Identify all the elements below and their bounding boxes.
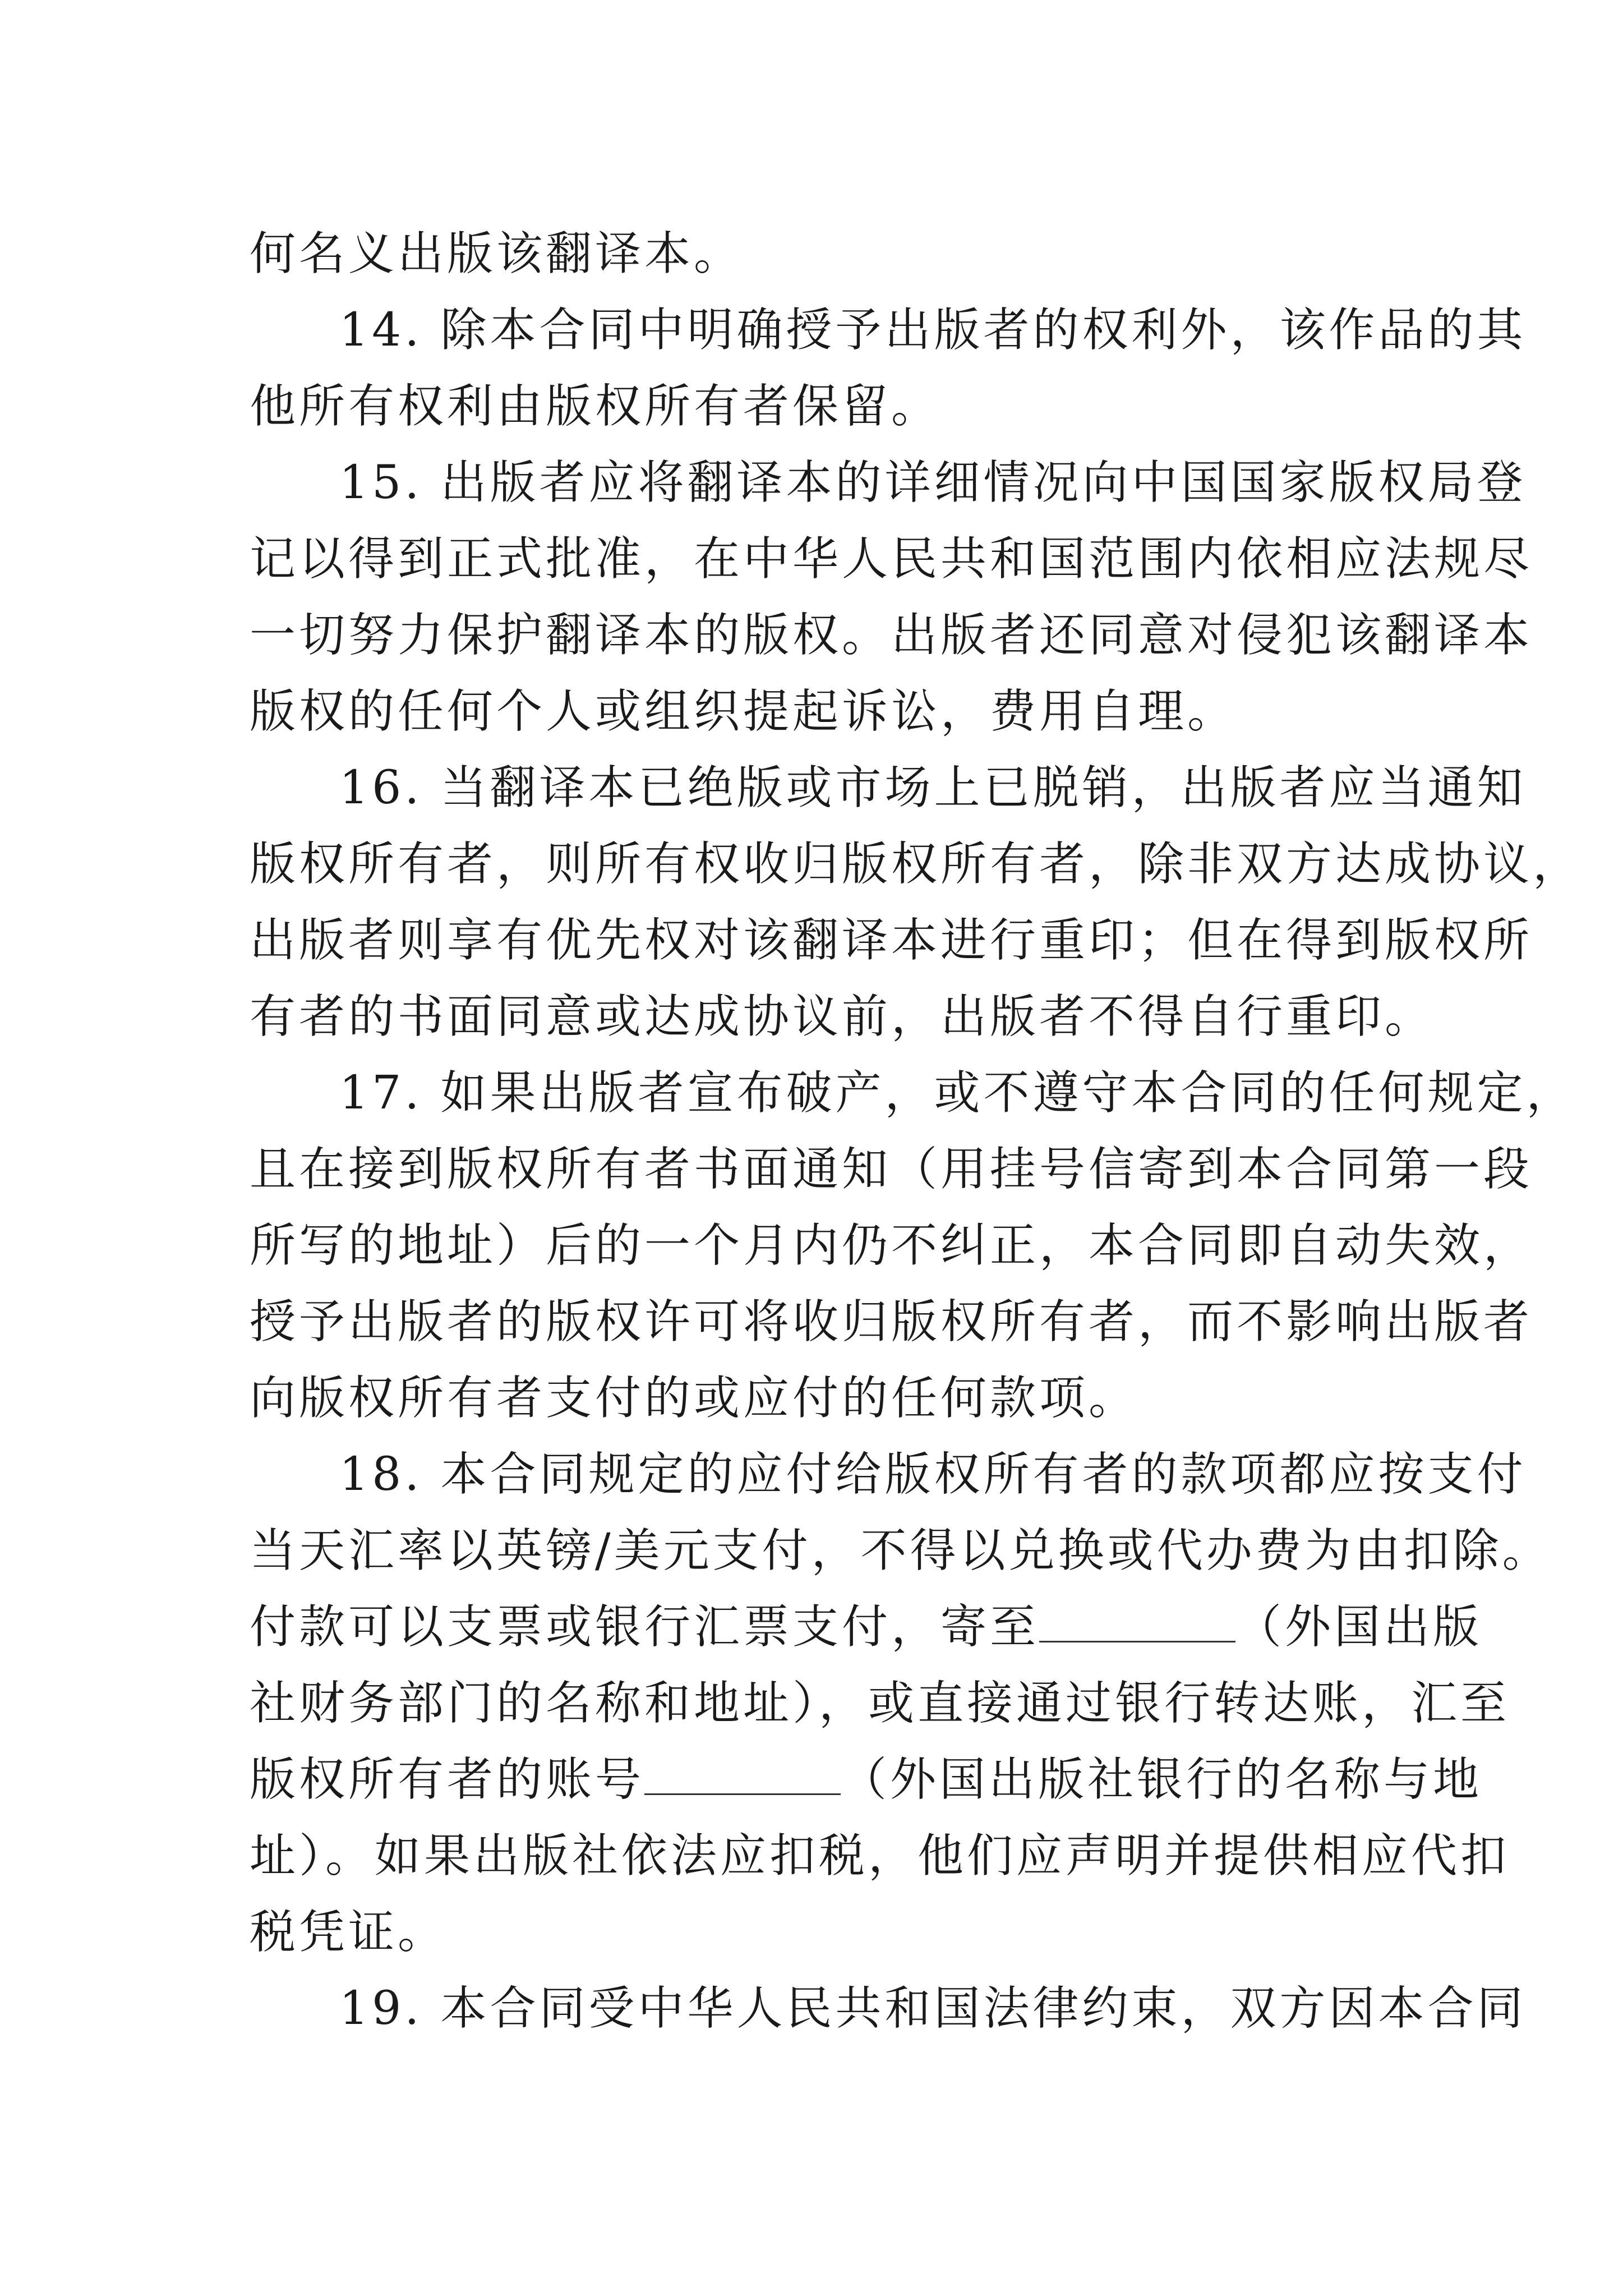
text-line: 社财务部门的名称和地址），或直接通过银行转达账，汇至 (250, 1677, 1510, 1730)
clause-16-line: 16. 当翻译本已绝版或市场上已脱销，出版者应当通知 (339, 761, 1527, 815)
text-line: 向版权所有者支付的或应付的任何款项。 (250, 1372, 1138, 1425)
clause-15-line: 15. 出版者应将翻译本的详细情况向中国国家版权局登 (339, 456, 1527, 509)
clause-17-line: 17. 如果出版者宣布破产，或不遵守本合同的任何规定， (339, 1066, 1576, 1120)
text-segment: （外国出版 (1235, 1600, 1483, 1654)
text-line: 授予出版者的版权许可将收归版权所有者，而不影响出版者 (250, 1295, 1533, 1349)
fill-in-blank-recipient (1039, 1589, 1235, 1642)
clause-18-line: 18. 本合同规定的应付给版权所有者的款项都应按支付 (339, 1448, 1527, 1501)
text-segment: （外国出版社银行的名称与地 (841, 1753, 1483, 1806)
text-line: 记以得到正式批准，在中华人民共和国范围内依相应法规尽 (250, 532, 1533, 586)
fill-in-blank-account-number (644, 1742, 841, 1795)
contract-body (250, 216, 1583, 2047)
text-segment: 版权所有者的账号 (250, 1753, 645, 1806)
text-line: 何名义出版该翻译本。 (250, 227, 744, 280)
text-line: 址）。如果出版社依法应扣税，他们应声明并提供相应代扣 (250, 1829, 1510, 1883)
clause-14-line: 14. 除本合同中明确授予出版者的权利外，该作品的其 (339, 303, 1527, 357)
text-line: 且在接到版权所有者书面通知（用挂号信寄到本合同第一段 (250, 1143, 1533, 1196)
text-segment: 付款可以支票或银行汇票支付，寄至 (250, 1600, 1040, 1654)
text-line: 税凭证。 (250, 1906, 448, 1959)
text-line: 他所有权利由版权所有者保留。 (250, 380, 941, 433)
text-line: 版权所有者，则所有权收归版权所有者，除非双方达成协议， (250, 838, 1583, 891)
text-line-with-blank (250, 1589, 1483, 1665)
text-line: 出版者则享有优先权对该翻译本进行重印；但在得到版权所 (250, 914, 1533, 967)
text-line: 所写的地址）后的一个月内仍不纠正，本合同即自动失效， (250, 1219, 1533, 1272)
text-line: 版权的任何个人或组织提起诉讼，费用自理。 (250, 685, 1237, 738)
text-line: 有者的书面同意或达成协议前，出版者不得自行重印。 (250, 990, 1435, 1043)
text-line: 当天汇率以英镑/美元支付，不得以兑换或代办费为由扣除。 (250, 1524, 1552, 1577)
clause-19-line: 19. 本合同受中华人民共和国法律约束，双方因本合同 (339, 1982, 1527, 2035)
text-line-with-blank (250, 1742, 1483, 1818)
text-line: 一切努力保护翻译本的版权。出版者还同意对侵犯该翻译本 (250, 609, 1533, 662)
